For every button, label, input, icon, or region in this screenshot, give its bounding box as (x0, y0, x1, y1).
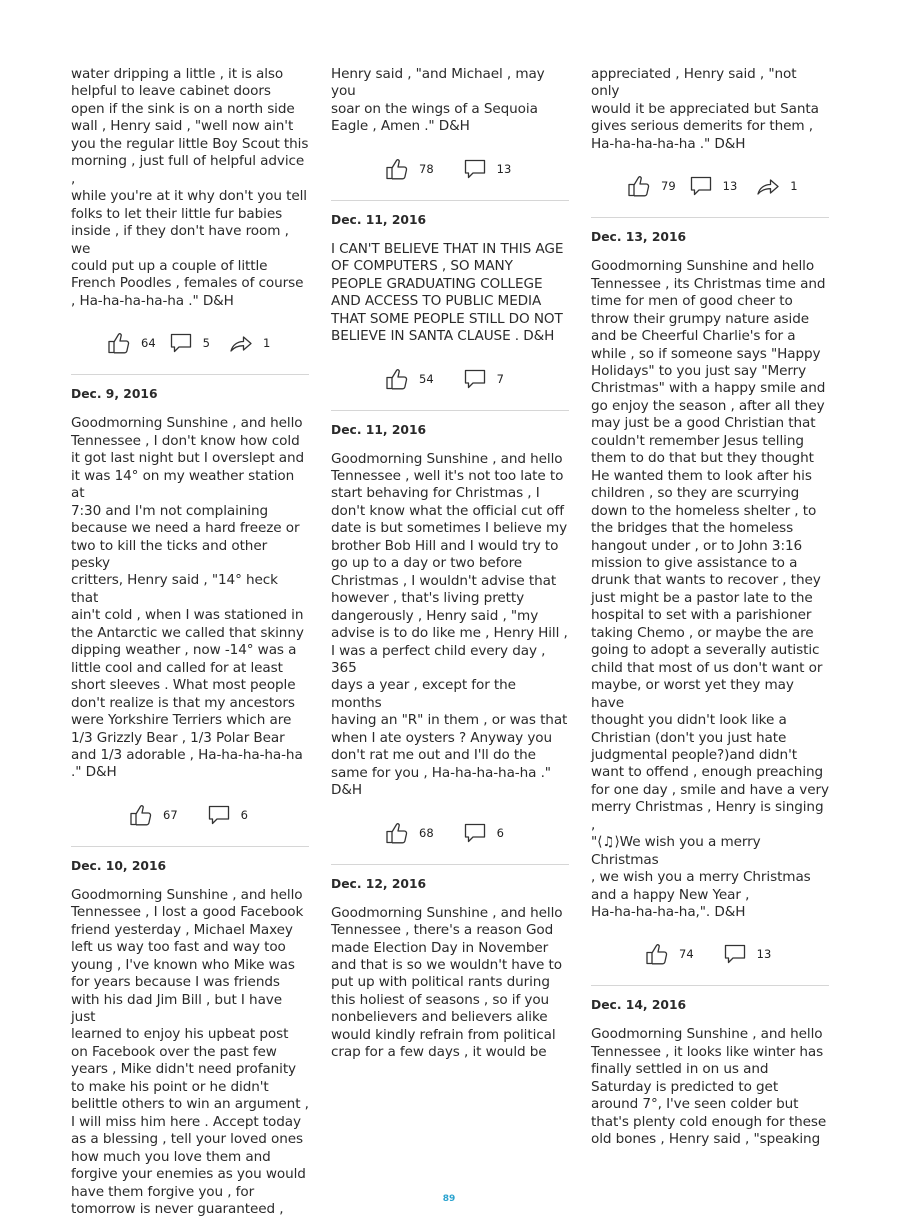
share-group[interactable] (228, 330, 270, 356)
post-date: Dec. 12, 2016 (331, 876, 427, 891)
like-count: 78 (419, 161, 434, 176)
like-icon[interactable] (128, 802, 154, 828)
divider (591, 217, 829, 218)
like-group[interactable] (106, 330, 156, 356)
like-group[interactable] (384, 820, 434, 846)
like-icon[interactable] (644, 941, 670, 967)
comment-icon[interactable] (722, 941, 748, 967)
like-count: 67 (163, 807, 178, 822)
share-count: 1 (790, 179, 798, 194)
comment-icon[interactable] (168, 330, 194, 356)
comment-count: 5 (202, 336, 210, 351)
like-count: 68 (419, 825, 434, 840)
comment-count: 13 (756, 947, 772, 962)
like-count: 79 (661, 179, 676, 194)
like-count: 64 (141, 336, 156, 351)
post-text: I CAN'T BELIEVE THAT IN THIS AGE OF COMPUTERS , SO MANY PEOPLE GRADUATING COLLEGE AND ACCESS TO PUBLIC MEDIA THAT SOME PEOPLE STILL DO NOT BELIEVE IN SANTA CLAUSE . D&H (331, 240, 564, 345)
like-group[interactable] (626, 173, 676, 199)
page-number: 89 (442, 1194, 456, 1204)
comment-count: 7 (496, 371, 504, 386)
divider (331, 410, 569, 411)
comment-group[interactable] (168, 330, 210, 356)
post-date: Dec. 13, 2016 (591, 230, 687, 245)
reaction-bar (71, 326, 309, 360)
comment-count: 6 (496, 825, 504, 840)
comment-icon[interactable] (462, 156, 488, 182)
post-text: Goodmorning Sunshine and hello Tennessee , its Christmas time and time for men of good cheer to throw their grumpy nature aside and be Cheerful Charlie's for a while , so if someone says "Happy Holidays" to you just say "Merry Christmas" with a happy smile and go enjoy the season , after all they may just be a good Christian that couldn't remember Jesus telling them to do that but they thought He wanted them to look after his children , so they are scurrying down to the homeless shelter , to the bridges that the homeless hangout under , or to John 3:16 mission to give assistance to a drunk that wants to recover , they just might be a pastor late to the hospital to set with a parishioner taking Chemo , or maybe the are going to adopt a severally autistic child that most of us don't want or maybe, or worst yet they may have thought you didn't look like a Christian (don't you just hate judgmental people?)and didn't want to offend , enough preaching for one day , smile and have a very merry Christmas , Henry is singing , "⟨♫⟩We wish you a merry Christmas , we wish you a merry Christmas and a happy New Year , Ha-ha-ha-ha-ha,". D&H (591, 258, 829, 921)
post-text: Goodmorning Sunshine , and hello Tennessee , I lost a good Facebook friend yesterday , Michael Maxey left us way too fast and way too young , I've known who Mike was for years because I was friends with his dad Jim Bill , but I have just learned to enjoy his upbeat post on Facebook over the past few years , Mike didn't need profanity to make his point or he didn't belittle others to win an argument , I will miss him here . Accept today as a blessing , tell your loved ones how much you love them and forgive your enemies as you would have them forgive you , for tomorrow is never guaranteed , (71, 886, 309, 1218)
column-2 (331, 66, 569, 1062)
column-1 (71, 66, 309, 1218)
post-text: Goodmorning Sunshine , and hello Tennessee , well it's not too late to start behaving for Christmas , I don't know what the official cut off date is but sometimes I believe my brother Bob Hill and I would try to go up to a day or two before Christmas , I wouldn't advise that however , that's living pretty dangerously , Henry said , "my advise is to do like me , Henry Hill , I was a perfect child every day , 365 days a year , except for the months having an "R" in them , or was that when I ate oysters ? Anyway you don't rat me out and I'll do the same for you , Ha-ha-ha-ha-ha ." D&H (331, 450, 568, 799)
like-icon[interactable] (384, 156, 410, 182)
comment-group[interactable] (688, 173, 738, 199)
reaction-bar (591, 169, 829, 203)
comment-icon[interactable] (688, 173, 714, 199)
like-count: 74 (679, 947, 694, 962)
divider (331, 864, 569, 865)
comment-count: 13 (722, 179, 738, 194)
comment-group[interactable] (722, 941, 772, 967)
post-date: Dec. 11, 2016 (331, 422, 427, 437)
comment-icon[interactable] (206, 802, 232, 828)
divider (71, 374, 309, 375)
like-group[interactable] (128, 802, 178, 828)
column-3 (591, 66, 829, 1149)
share-count: 1 (262, 336, 271, 351)
comment-group[interactable] (462, 820, 504, 846)
like-count: 54 (419, 371, 434, 386)
like-group[interactable] (384, 366, 434, 392)
like-group[interactable] (384, 156, 434, 182)
share-group[interactable] (755, 173, 797, 199)
post-text: Henry said , "and Michael , may you soar on the wings of a Sequoia Eagle , Amen ." D&H (331, 66, 545, 135)
post-text: Goodmorning Sunshine , and hello Tennessee , I don't know how cold it got last night but I overslept and it was 14° on my weather station at 7:30 and I'm not complaining because we need a hard freeze or two to kill the ticks and other pesky critters, Henry said , "14° heck that ain't cold , when I was stationed in the Antarctic we called that skinny dipping weather , now -14° was a little cool and called for at least short sleeves . What most people don't realize is that my ancestors were Yorkshire Terriers which are 1/3 Grizzly Bear , 1/3 Polar Bear and 1/3 adorable , Ha-ha-ha-ha-ha ." D&H (71, 415, 305, 781)
post-date: Dec. 9, 2016 (71, 387, 158, 402)
post-text: water dripping a little , it is also helpful to leave cabinet doors open if the sink is on a north side wall , Henry said , "well now ain't you the regular little Boy Scout this morning , just full of helpful advice , while you're at it why don't you tell folks to let their little fur babies inside , if they don't have room , we could put up a couple of little French Poodles , females of course , Ha-ha-ha-ha-ha ." D&H (71, 66, 309, 309)
post-text: appreciated , Henry said , "not only would it be appreciated but Santa gives serious demerits for them , Ha-ha-ha-ha-ha ." D&H (591, 66, 819, 152)
post-date: Dec. 14, 2016 (591, 998, 687, 1013)
like-icon[interactable] (384, 366, 410, 392)
comment-group[interactable] (462, 366, 504, 392)
like-icon[interactable] (626, 173, 652, 199)
post-date: Dec. 10, 2016 (71, 858, 167, 873)
like-group[interactable] (644, 941, 694, 967)
reaction-bar (71, 798, 309, 832)
comment-icon[interactable] (462, 366, 488, 392)
divider (71, 846, 309, 847)
post-text: Goodmorning Sunshine , and hello Tennessee , there's a reason God made Election Day in November and that is so we wouldn't have to put up with political rants during this holiest of seasons , so if you nonbelievers and believers alike would kindly refrain from political crap for a few days , it would be (331, 904, 563, 1061)
post-text: Goodmorning Sunshine , and hello Tennessee , it looks like winter has finally settled in on us and Saturday is predicted to get around 7°, I've seen colder but that's plenty cold enough for these old bones , Henry said , "speaking (591, 1026, 827, 1148)
post-date: Dec. 11, 2016 (331, 212, 427, 227)
reaction-bar (331, 362, 569, 396)
share-icon[interactable] (755, 173, 781, 199)
like-icon[interactable] (106, 330, 132, 356)
share-icon[interactable] (228, 330, 254, 356)
divider (331, 200, 569, 201)
comment-count: 6 (240, 807, 248, 822)
divider (591, 985, 829, 986)
reaction-bar (331, 816, 569, 850)
reaction-bar (591, 937, 829, 971)
comment-group[interactable] (206, 802, 248, 828)
like-icon[interactable] (384, 820, 410, 846)
comment-group[interactable] (462, 156, 512, 182)
comment-icon[interactable] (462, 820, 488, 846)
reaction-bar (331, 152, 569, 186)
comment-count: 13 (496, 161, 512, 176)
